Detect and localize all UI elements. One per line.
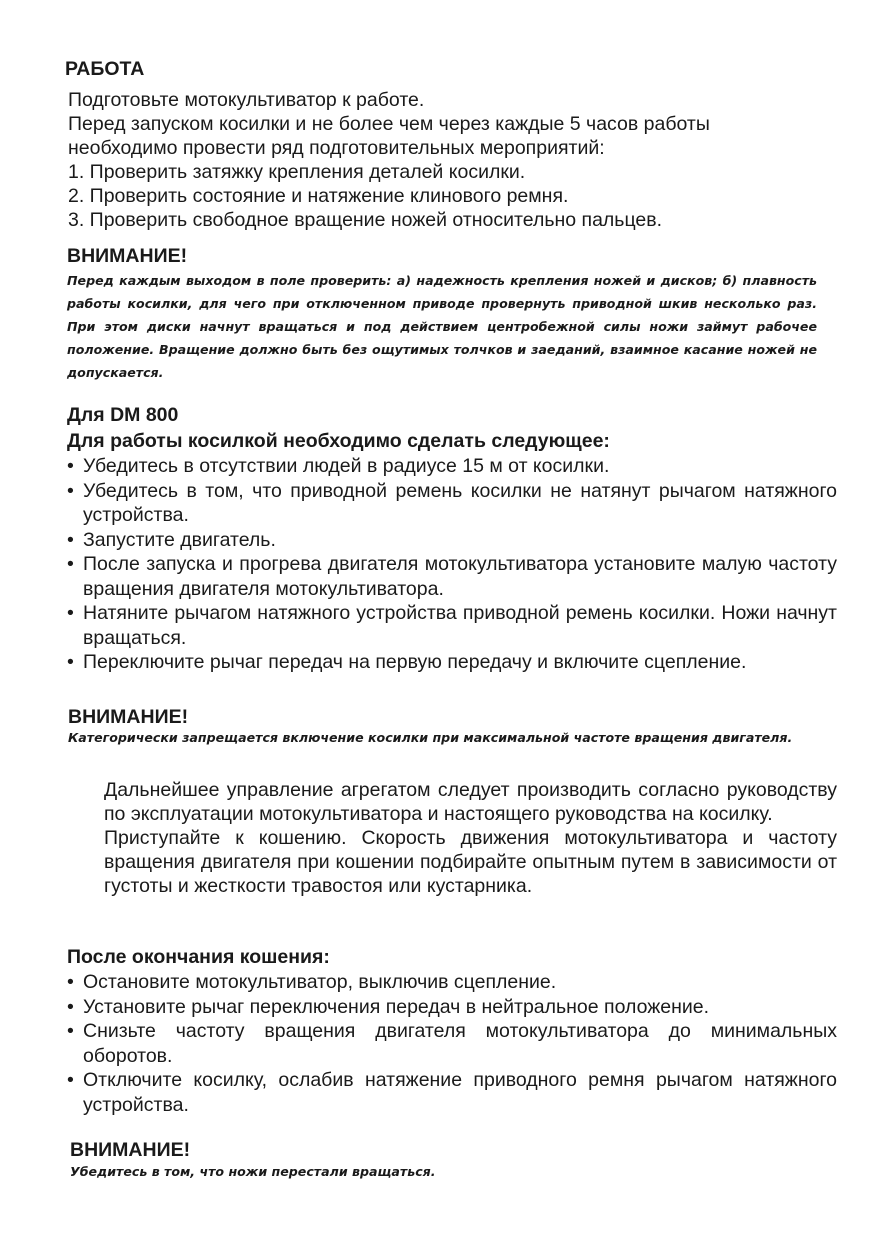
list-item: • Установите рычаг переключения передач в нейтральное положение.: [67, 995, 837, 1020]
list-item: • Снизьте частоту вращения двигателя мотокультиватора до минимальных оборотов.: [67, 1019, 837, 1068]
after-mowing-heading: После окончания кошения:: [67, 946, 330, 968]
warning-heading: ВНИМАНИЕ!: [67, 245, 188, 267]
work-line: Перед запуском косилки и не более чем через каждые 5 часов работы: [68, 113, 710, 135]
work-instructions: [68, 88, 838, 232]
list-item: • После запуска и прогрева двигателя мотокультиватора установите малую частоту вращения двигателя мотокультиватора.: [67, 552, 837, 601]
start-steps-list: [67, 454, 837, 675]
procedure-heading: Для работы косилкой необходимо сделать следующее:: [67, 430, 610, 452]
work-line: 1. Проверить затяжку крепления деталей косилки.: [68, 161, 526, 183]
model-heading: Для DM 800: [67, 404, 179, 426]
further-instructions: [104, 778, 837, 898]
further-paragraph: Дальнейшее управление агрегатом следует производить согласно руководству по эксплуатации мотокультиватора и настоящего руководства на косилку.: [104, 779, 837, 825]
work-line: необходимо провести ряд подготовительных мероприятий:: [68, 137, 605, 159]
warning-heading: ВНИМАНИЕ!: [70, 1139, 191, 1161]
warning-text: Категорически запрещается включение косилки при максимальной частоте вращения двигателя.: [68, 730, 793, 745]
warning-text: Убедитесь в том, что ножи перестали вращаться.: [70, 1164, 436, 1179]
warning-heading: ВНИМАНИЕ!: [68, 706, 189, 728]
work-line: 3. Проверить свободное вращение ножей относительно пальцев.: [68, 209, 663, 231]
list-item: • Переключите рычаг передач на первую передачу и включите сцепление.: [67, 650, 837, 675]
list-item: • Запустите двигатель.: [67, 528, 837, 553]
list-item: • Убедитесь в том, что приводной ремень косилки не натянут рычагом натяжного устройства.: [67, 479, 837, 528]
list-item: • Убедитесь в отсутствии людей в радиусе 15 м от косилки.: [67, 454, 837, 479]
list-item: • Отключите косилку, ослабив натяжение приводного ремня рычагом натяжного устройства.: [67, 1068, 837, 1117]
work-line: Подготовьте мотокультиватор к работе.: [68, 89, 425, 111]
list-item: • Натяните рычагом натяжного устройства приводной ремень косилки. Ножи начнут вращаться.: [67, 601, 837, 650]
section-heading-work: РАБОТА: [65, 58, 145, 80]
after-steps-list: [67, 970, 837, 1117]
warning-text: Перед каждым выходом в поле проверить: а) надежность крепления ножей и дисков; б) плавность работы косилки, для чего при отключенном приводе провернуть приводной шкив несколько раз. При этом диски начнут вращаться и под действием центробежной силы ножи займут рабочее положение. Вращение должно быть без ощутимых толчков и заеданий, взаимное касание ножей не допускается.: [67, 273, 817, 380]
list-item: • Остановите мотокультиватор, выключив сцепление.: [67, 970, 837, 995]
further-paragraph: Приступайте к кошению. Скорость движения мотокультиватора и частоту вращения двигателя при кошении подбирайте опытным путем в зависимости от густоты и жесткости травостоя или кустарника.: [104, 827, 837, 897]
work-line: 2. Проверить состояние и натяжение клинового ремня.: [68, 185, 569, 207]
